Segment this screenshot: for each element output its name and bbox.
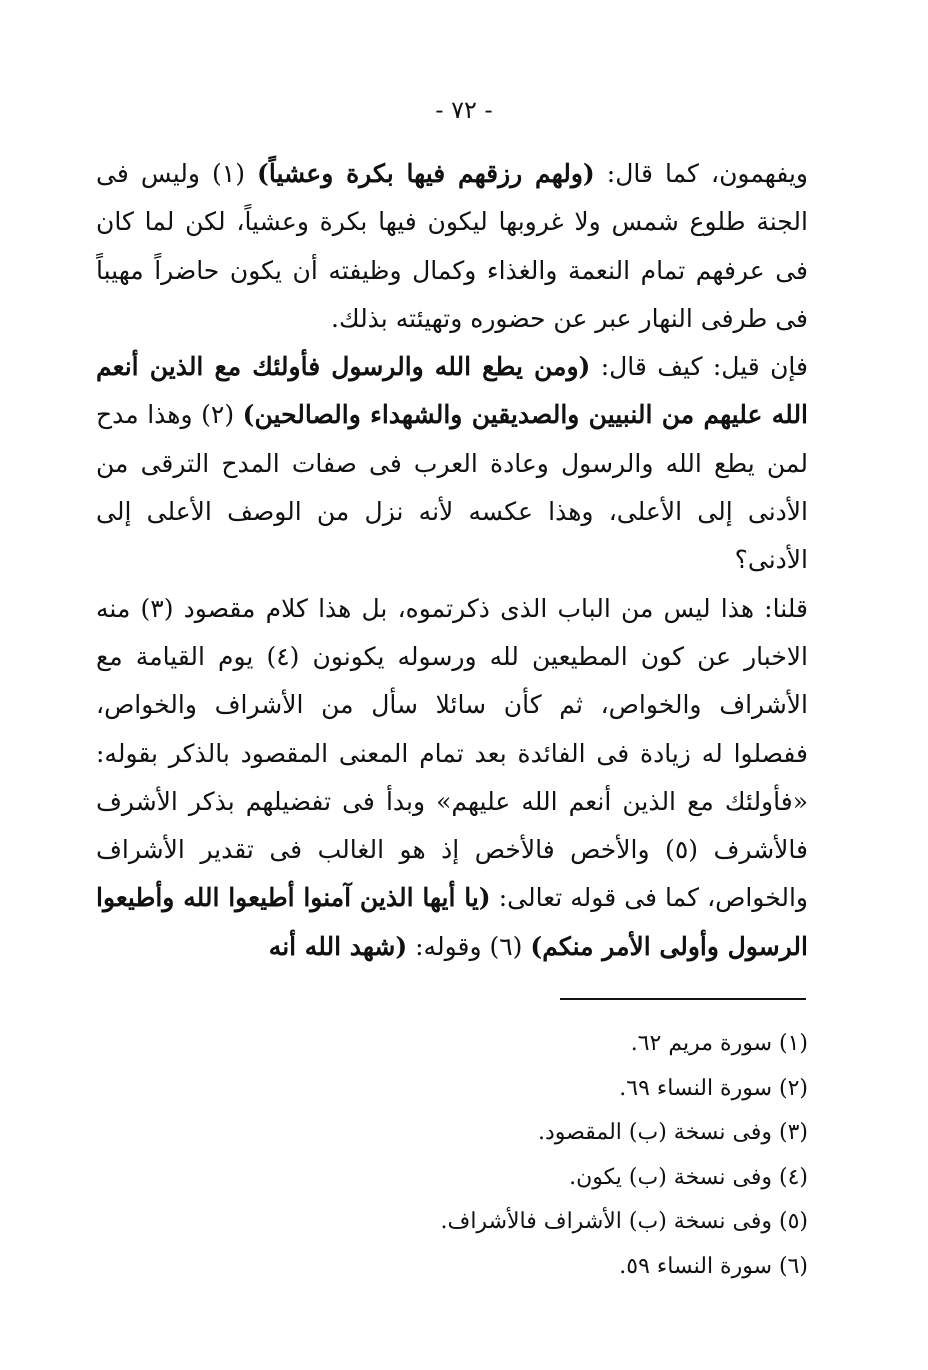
- footnote: (٤) وفى نسخة (ب) يكون.: [569, 1164, 808, 1190]
- main-text: [96, 150, 808, 971]
- footnote: (٦) سورة النساء ٥٩.: [619, 1253, 808, 1279]
- page-number: - ٧٢ -: [435, 96, 493, 124]
- text-run: ويفهمون، كما قال:: [594, 159, 809, 188]
- text-run: قلنا: هذا ليس من الباب الذى ذكرتموه، بل هذا كلام مقصود (٣) منه الاخبار عن كون المطيعين لله ورسوله يكونون (٤) يوم القيامة مع الأشراف والخواص، ثم كأن سائلا سأل من الأشراف والخواص، ففصلوا له زيادة فى الفائدة بعد تمام المعنى المقصود بالذكر بقوله: «فأولئك مع الذين أنعم الله عليهم» وبدأ فى تفضيلهم بذكر الأشرف فالأشرف (٥) والأخص فالأخص إذ هو الغالب فى تقدير الأشراف والخواص، كما فى قوله تعالى:: [96, 593, 809, 913]
- footnote: (٣) وفى نسخة (ب) المقصود.: [538, 1120, 808, 1146]
- quran-quote: (شهد الله أنه: [268, 931, 408, 961]
- footnote-divider: [560, 998, 806, 1000]
- text-run: فإن قيل: كيف قال:: [590, 352, 808, 382]
- paragraph: [96, 150, 808, 343]
- quran-quote: (يا أيها الذين آمنوا أطيعوا الله وأطيعوا الرسول وأولى الأمر منكم): [96, 883, 808, 961]
- quran-quote: (ومن يطع الله والرسول فأولئك مع الذين أنعم الله عليهم من النبيين والصديقين والشهداء والصالحين): [96, 352, 809, 430]
- footnote: (١) سورة مريم ٦٢.: [630, 1031, 808, 1056]
- paragraph: [96, 585, 808, 971]
- paragraph: [96, 343, 808, 584]
- text-run: (١) وليس فى الجنة طلوع شمس ولا غروبها ليكون فيها بكرة وعشياً، لكن لما كان فى عرفهم تمام النعمة والغذاء وكمال وظيفته أن يكون حاضراً مهيباً فى طرفى النهار عبر عن حضوره وتهيئته بذلك.: [96, 159, 808, 333]
- footnote: (٢) سورة النساء ٦٩.: [619, 1075, 808, 1101]
- quran-quote: (ولهم رزقهم فيها بكرة وعشياً): [257, 159, 595, 188]
- footnote: (٥) وفى نسخة (ب) الأشراف فالأشراف.: [440, 1209, 808, 1235]
- text-run: (٢) وهذا مدح لمن يطع الله والرسول وعادة العرب فى صفات المدح الترقى من الأدنى إلى الأعلى، وهذا عكسه لأنه نزل من الوصف الأعلى إلى الأدنى؟: [96, 400, 808, 575]
- footnotes: [96, 1022, 808, 1290]
- text-run: (٦) وقوله:: [407, 931, 531, 961]
